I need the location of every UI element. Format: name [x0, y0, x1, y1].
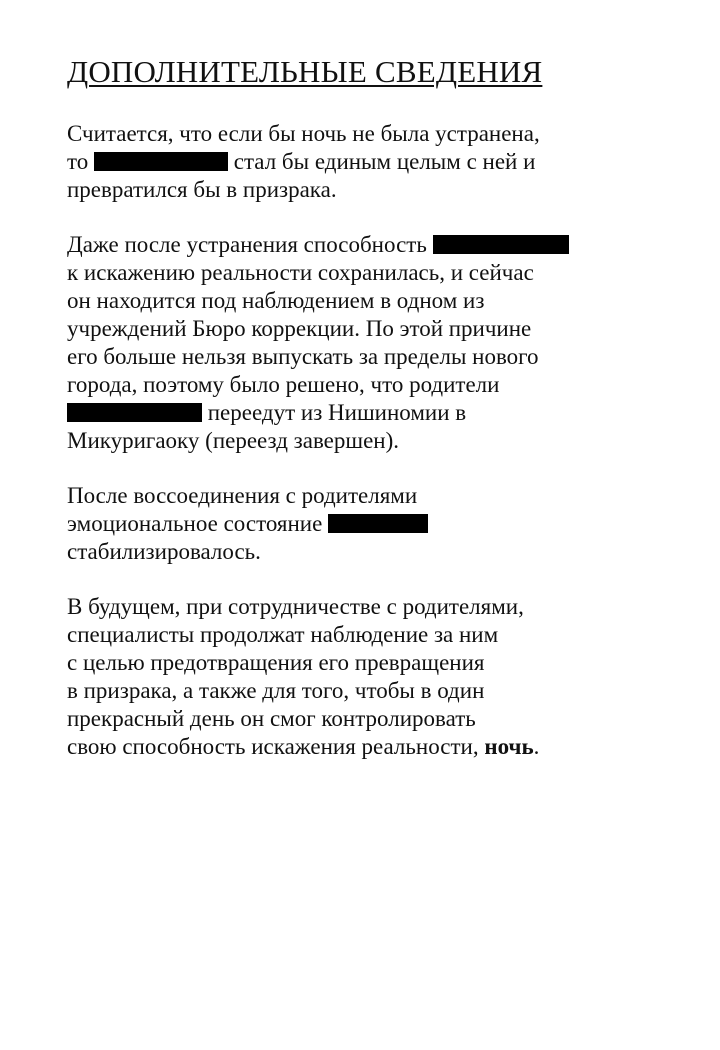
text-line: превратился бы в призрака. [67, 177, 337, 202]
text-segment: стал бы единым целым с ней и [233, 149, 536, 174]
text-line-with-redaction [67, 148, 540, 176]
text-line: он находится под наблюдением в одном из [67, 288, 485, 313]
text-line: с целью предотвращения его превращения [67, 650, 485, 675]
redaction-bar [67, 403, 202, 422]
text-line-with-redaction [67, 399, 569, 427]
text-segment: . [533, 734, 540, 759]
paragraph-3 [67, 482, 428, 566]
redaction-bar [94, 152, 228, 171]
text-line: города, поэтому было решено, что родители [67, 372, 500, 397]
text-line: прекрасный день он смог контролировать [67, 706, 476, 731]
text-line: стабилизировалось. [67, 539, 261, 564]
text-line-with-bold [67, 733, 539, 761]
text-line: В будущем, при сотрудничестве с родителями, [67, 594, 524, 619]
text-line: После воссоединения с родителями [67, 483, 418, 508]
text-line: специалисты продолжат наблюдение за ним [67, 622, 499, 647]
text-line: Считается, что если бы ночь не была устранена, [67, 121, 540, 146]
text-segment: переедут из Нишиномии в [207, 400, 467, 425]
text-segment: эмоциональное состояние [67, 511, 323, 536]
redaction-bar [433, 235, 569, 254]
paragraph-4 [67, 593, 539, 761]
text-line: Микуригаоку (переезд завершен). [67, 428, 400, 453]
text-line: учреждений Бюро коррекции. По этой причине [67, 316, 532, 341]
text-segment: свою способность искажения реальности, [67, 734, 479, 759]
text-line-with-redaction [67, 510, 428, 538]
text-segment: то [67, 149, 89, 174]
paragraph-2 [67, 231, 569, 455]
redaction-bar [328, 514, 428, 533]
paragraph-1 [67, 120, 540, 204]
text-line: к искажению реальности сохранилась, и сейчас [67, 260, 534, 285]
text-segment: Даже после устранения способность [67, 232, 427, 257]
text-line: в призрака, а также для того, чтобы в один [67, 678, 485, 703]
text-line: его больше нельзя выпускать за пределы нового [67, 344, 539, 369]
bold-word: ночь [484, 734, 534, 759]
text-line-with-redaction [67, 231, 569, 259]
page-title: ДОПОЛНИТЕЛЬНЫЕ СВЕДЕНИЯ [67, 54, 543, 89]
